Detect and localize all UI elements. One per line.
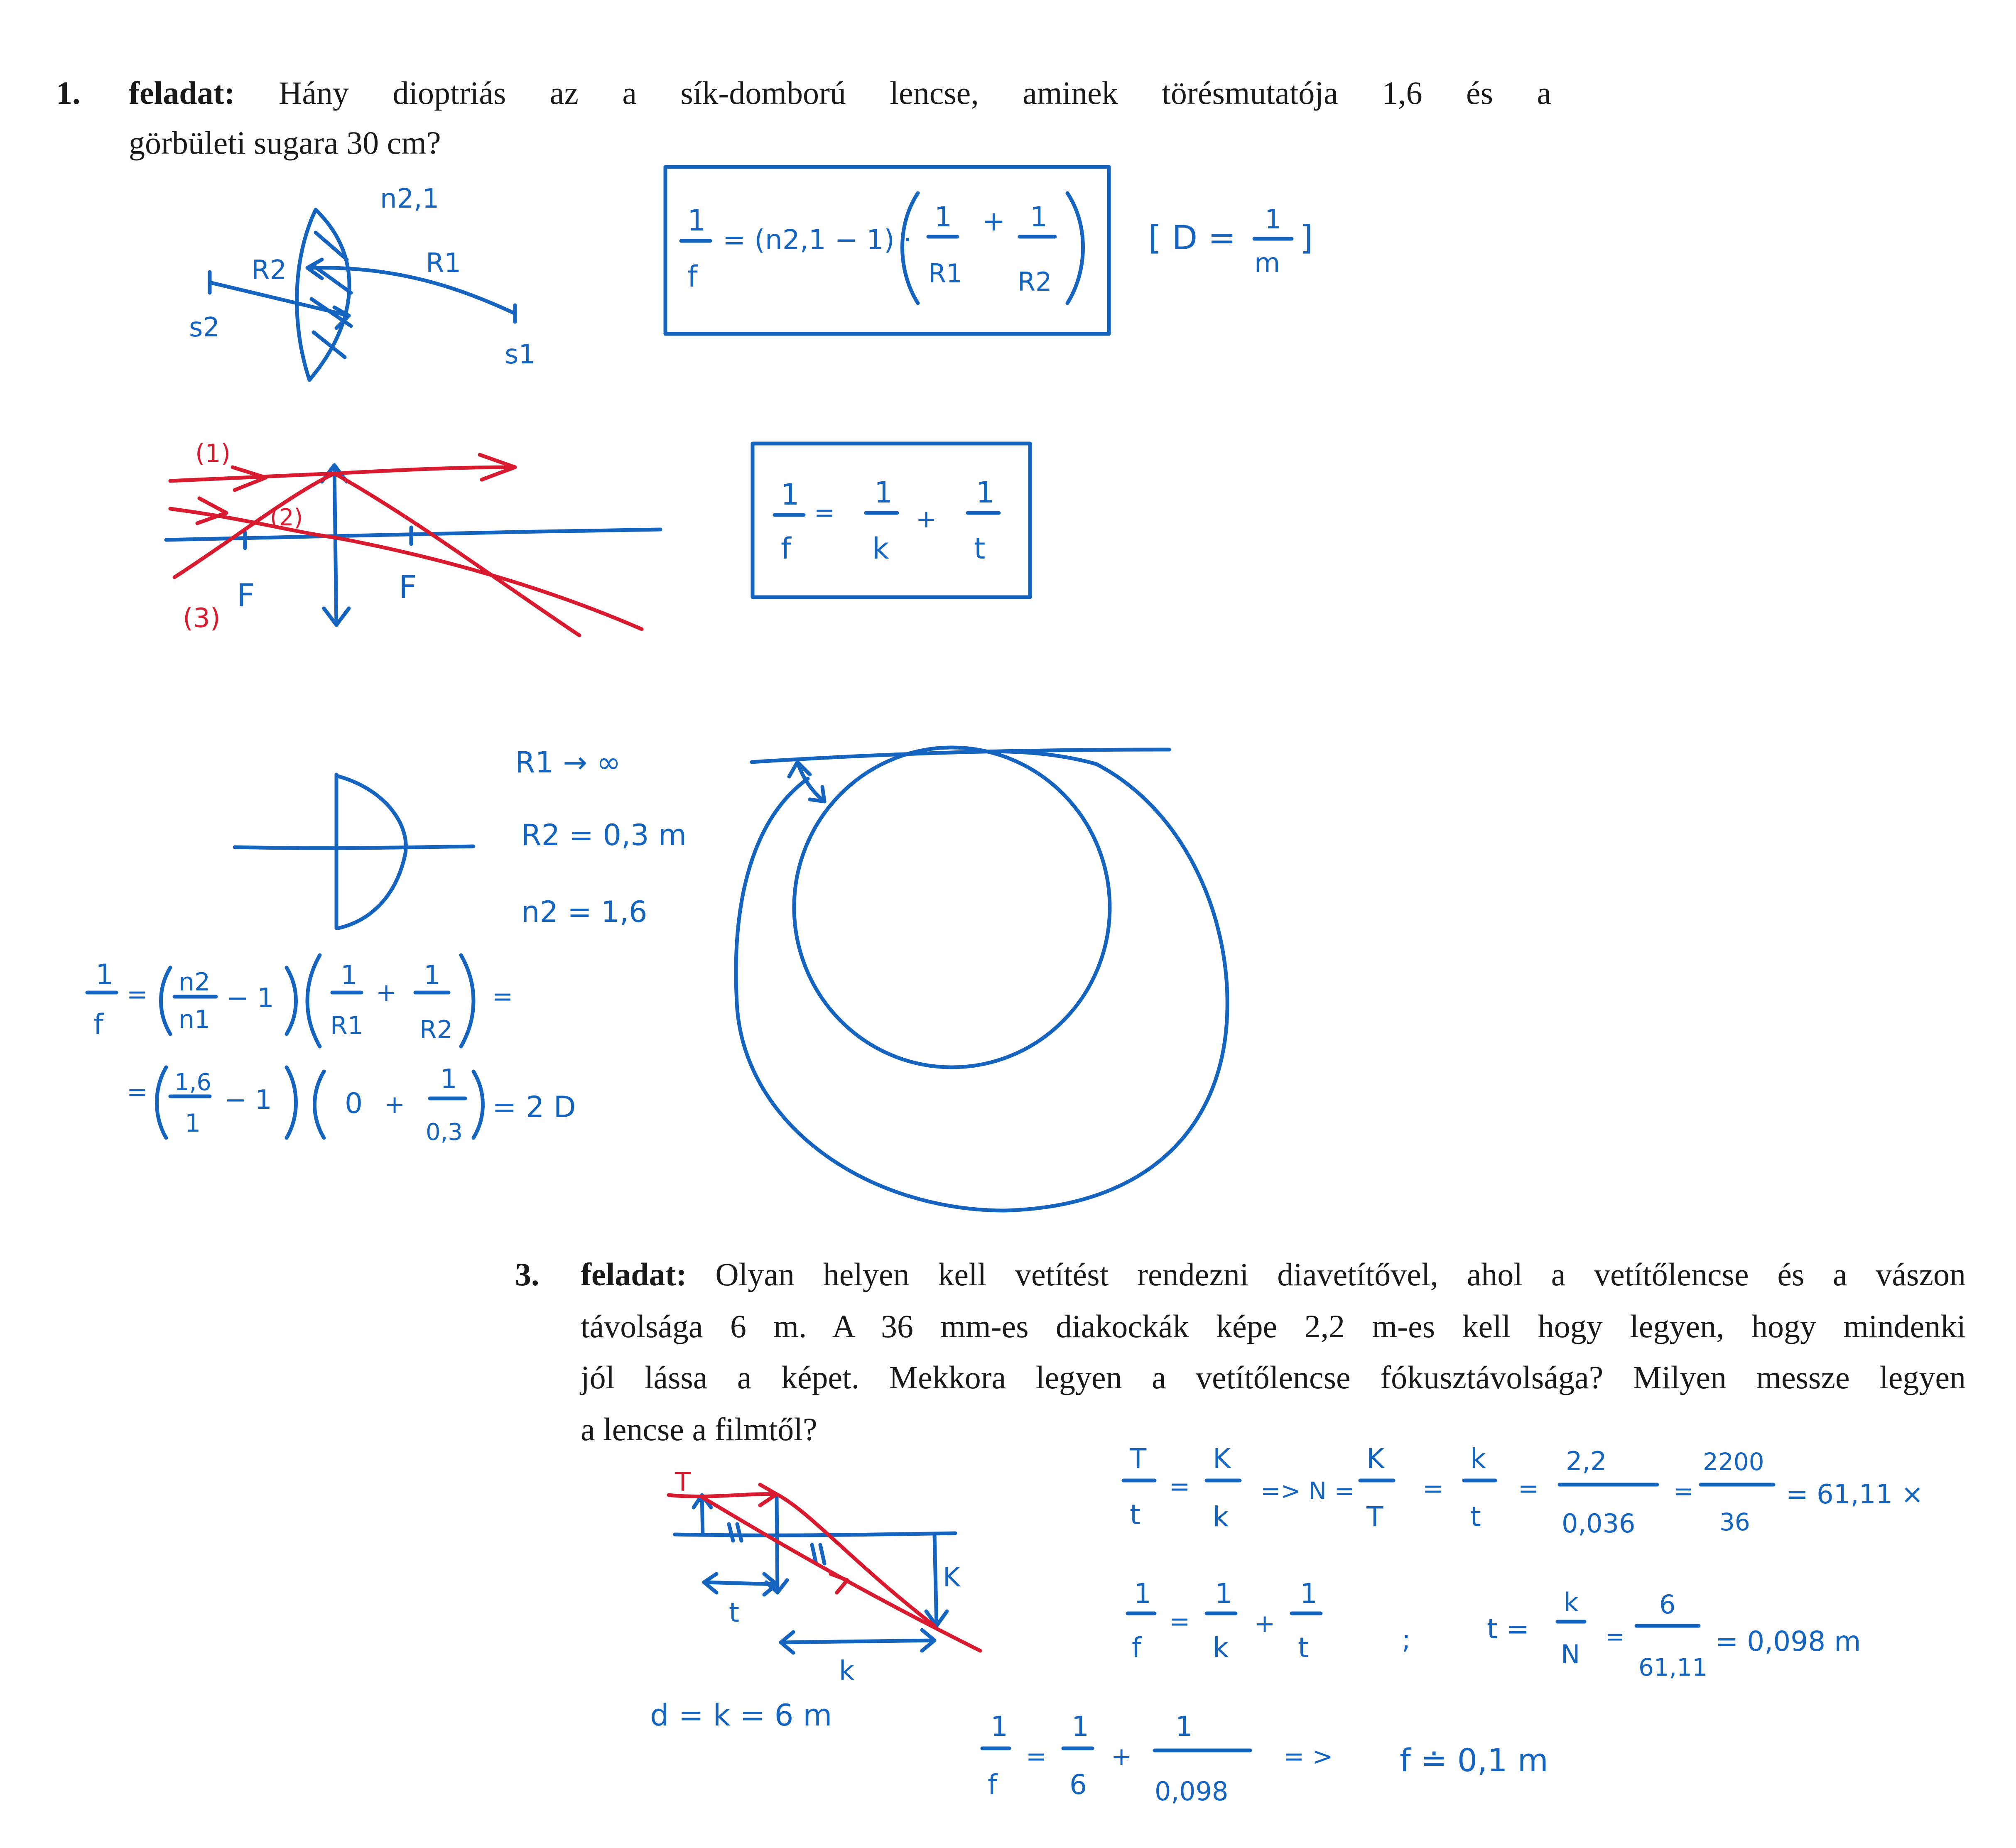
k-den: k — [872, 532, 889, 566]
given-data — [515, 745, 687, 929]
frac-f: f — [687, 260, 698, 294]
r1-K: K — [1213, 1443, 1231, 1475]
r3-six: 6 — [1069, 1769, 1087, 1801]
problem3-text-line1: Olyan helyen kell vetítést rendezni diavetítővel, ahol a vetítőlencse és a vászon — [715, 1256, 1966, 1292]
outer-curve — [736, 751, 1227, 1211]
inner-circle — [794, 748, 1110, 1067]
lhs-one: 1 — [781, 478, 800, 512]
row2-paren2-close — [473, 1071, 483, 1138]
r3-dec: 0,098 — [1155, 1776, 1229, 1806]
r1-T2: T — [1366, 1501, 1383, 1533]
lensmaker-formula-box — [665, 167, 1109, 334]
row1-lhs-num: 1 — [96, 958, 114, 991]
r1-den: R1 — [928, 258, 963, 289]
r3-one-a: 1 — [1072, 1711, 1089, 1743]
problem3-text-line3: jól lássa a képet. Mekkora legyen a vetítőlencse fókusztávolsága? Milyen messze legyen — [581, 1359, 1966, 1395]
focus-left: F — [237, 577, 255, 614]
mid-expression: = (n2,1 − 1) · — [723, 224, 912, 256]
r1-w-num: 2200 — [1703, 1448, 1764, 1476]
label-dk: d = k = 6 m — [650, 1698, 832, 1733]
r1-t2: t — [1470, 1501, 1481, 1533]
r2-eq: = — [1169, 1607, 1190, 1636]
ray-refracted — [777, 1494, 934, 1626]
box-border — [753, 444, 1030, 597]
ray-central — [702, 1497, 980, 1651]
row2-n-den: 1 — [185, 1109, 201, 1138]
r3-result: f ≐ 0,1 m — [1400, 1742, 1548, 1779]
problem1-keyword: feladat: — [129, 75, 235, 111]
ray-1-refracted — [334, 473, 579, 635]
ray-label-3: (3) — [183, 603, 221, 634]
ray-label-1: (1) — [195, 439, 231, 468]
r3-one: 1 — [991, 1711, 1008, 1743]
given-r1: R1 → ∞ — [515, 745, 621, 779]
r1-v-den: 0,036 — [1562, 1508, 1636, 1539]
r1-v-num: 2,2 — [1566, 1446, 1607, 1476]
r2-six: 6 — [1659, 1589, 1676, 1620]
r1-eq2: = — [1422, 1474, 1444, 1503]
label-k: k — [839, 1656, 855, 1686]
image-line — [934, 1534, 937, 1626]
r2-one-k: 1 — [1215, 1578, 1232, 1610]
r2-t: t — [1298, 1632, 1309, 1664]
problem1-text-line1: Hány dioptriás az a sík-domború lencse, aminek törésmutatója 1,6 és a — [279, 75, 1552, 111]
row2-paren-open — [157, 1067, 167, 1138]
problem1-number: 1. — [56, 75, 81, 111]
r1-arrow: => N = — [1261, 1477, 1355, 1505]
r2-one: 1 — [1134, 1578, 1151, 1610]
row1-plus: + — [376, 978, 397, 1007]
row1-n-den: n1 — [179, 1005, 211, 1034]
r2-kk: k — [1564, 1587, 1579, 1618]
r1-t: t — [1130, 1499, 1140, 1531]
r1-result: = 61,11 × — [1786, 1479, 1924, 1510]
dim-t — [704, 1574, 777, 1595]
label-r1: R1 — [426, 248, 461, 279]
row2-paren-close — [287, 1067, 296, 1138]
row2-n-num: 1,6 — [174, 1069, 212, 1096]
row1-eq: = — [127, 980, 148, 1009]
row1-r2-den: R2 — [419, 1015, 453, 1044]
paren-close — [1067, 193, 1083, 303]
lens-geometry-diagram — [189, 184, 535, 380]
ray-label-2: (2) — [270, 504, 303, 531]
focus-right: F — [399, 569, 417, 605]
row2-zero: 0 — [345, 1087, 363, 1120]
r2-den: R2 — [1018, 267, 1052, 297]
lhs-f: f — [781, 532, 791, 566]
given-r2: R2 = 0,3 m — [521, 818, 687, 852]
row2-paren2-open — [315, 1071, 324, 1138]
ray-diagram — [166, 439, 660, 635]
label-n21: n2,1 — [380, 184, 439, 214]
r2-one-t: 1 — [1300, 1578, 1317, 1610]
object-arrow-line — [702, 1495, 703, 1534]
dioptre-unit — [1148, 204, 1313, 279]
label-K: K — [943, 1562, 960, 1593]
row1-r2-num: 1 — [424, 960, 441, 991]
axis — [675, 1533, 955, 1535]
label-t: t — [729, 1598, 740, 1628]
ray-1-outgoing — [334, 467, 515, 473]
lens-curved-side — [336, 776, 406, 928]
problem1-text-line2: görbületi sugara 30 cm? — [129, 125, 441, 161]
plus: + — [916, 505, 937, 534]
row1-paren2-open — [307, 955, 320, 1047]
r2-N-val: 61,11 — [1638, 1653, 1708, 1681]
row2-r-den: 0,3 — [426, 1119, 463, 1146]
unit-lhs: [ D = — [1148, 218, 1236, 257]
r2-f: f — [1132, 1632, 1142, 1664]
r1-eq3: = — [1518, 1474, 1539, 1503]
unit-m: m — [1254, 248, 1280, 279]
r1-T: T — [1130, 1443, 1147, 1475]
radius-line-r2 — [210, 282, 349, 316]
row1-eq-end: = — [492, 982, 513, 1011]
problem3-number: 3. — [515, 1256, 540, 1292]
r2-t-eq: t = — [1487, 1613, 1530, 1645]
r1-k: k — [1213, 1501, 1229, 1533]
r2-plus: + — [1254, 1609, 1275, 1638]
calculation-problem3 — [982, 1443, 1923, 1806]
t-one: 1 — [976, 475, 995, 510]
r1-eq4: = — [1674, 1478, 1693, 1505]
r2-k: k — [1213, 1632, 1229, 1664]
k-one: 1 — [874, 475, 893, 510]
r3-arrow: = > — [1283, 1742, 1333, 1771]
r2-sep: ; — [1402, 1625, 1411, 1655]
equals: = — [814, 498, 835, 527]
r2-eq2: = — [1605, 1623, 1625, 1650]
r3-f: f — [988, 1769, 998, 1801]
dim-k — [781, 1630, 934, 1653]
row1-r1-num: 1 — [341, 960, 358, 991]
problem3-text-line2: távolsága 6 m. A 36 mm-es diakockák képe 2,2 m-es kell hogy legyen, hogy mindenki — [581, 1308, 1966, 1344]
ray-3 — [174, 473, 334, 577]
curvature-sketch — [736, 748, 1227, 1211]
problem3-text-line4: a lencse a filmtől? — [581, 1411, 817, 1447]
ray-2-arrow — [197, 498, 226, 523]
calculation-problem1 — [87, 955, 576, 1146]
unit-one: 1 — [1265, 204, 1282, 235]
r2-result: = 0,098 m — [1715, 1625, 1861, 1657]
r1-eq1: = — [1169, 1472, 1190, 1501]
thin-lens-formula-box — [753, 444, 1030, 597]
label-T: T — [675, 1467, 691, 1497]
r3-plus: + — [1111, 1742, 1132, 1771]
axis — [235, 846, 473, 848]
r1-w-den: 36 — [1719, 1508, 1750, 1536]
row1-n-num: n2 — [179, 968, 211, 997]
row2-minus-one: − 1 — [224, 1085, 272, 1115]
r3-eq: = — [1026, 1742, 1047, 1771]
r2-N: N — [1561, 1639, 1580, 1669]
r1-K2: K — [1366, 1443, 1385, 1475]
t-den: t — [974, 532, 986, 566]
lens-line — [334, 465, 336, 625]
ray-central-arrow — [831, 1574, 847, 1593]
row2-r-num: 1 — [440, 1064, 457, 1095]
label-s1: s1 — [505, 339, 536, 370]
projector-diagram — [650, 1467, 980, 1733]
r3-one-b: 1 — [1175, 1711, 1193, 1743]
label-r2: R2 — [251, 255, 287, 286]
row1-paren-open — [161, 968, 171, 1034]
problem3-keyword: feladat: — [581, 1256, 687, 1292]
row1-paren2-close — [461, 955, 473, 1047]
row1-r1-den: R1 — [330, 1011, 363, 1040]
row1-paren-close — [287, 968, 296, 1034]
plano-convex-lens-sketch — [235, 774, 473, 928]
r2-num: 1 — [1030, 201, 1047, 233]
frac-one: 1 — [687, 203, 706, 238]
row2-plus: + — [384, 1090, 405, 1119]
r1-num: 1 — [934, 201, 952, 233]
row2-eq: = — [127, 1078, 148, 1107]
r1-k2: k — [1470, 1443, 1486, 1475]
row2-result: = 2 D — [492, 1090, 576, 1124]
given-n2: n2 = 1,6 — [521, 895, 647, 929]
row1-minus-one: − 1 — [226, 983, 274, 1014]
unit-rhs: ] — [1300, 218, 1313, 257]
lens-left-arc — [297, 210, 316, 380]
label-s2: s2 — [189, 312, 220, 343]
plus: + — [982, 205, 1006, 237]
radius-line-r1 — [309, 268, 515, 314]
row1-lhs-den: f — [93, 1008, 103, 1041]
